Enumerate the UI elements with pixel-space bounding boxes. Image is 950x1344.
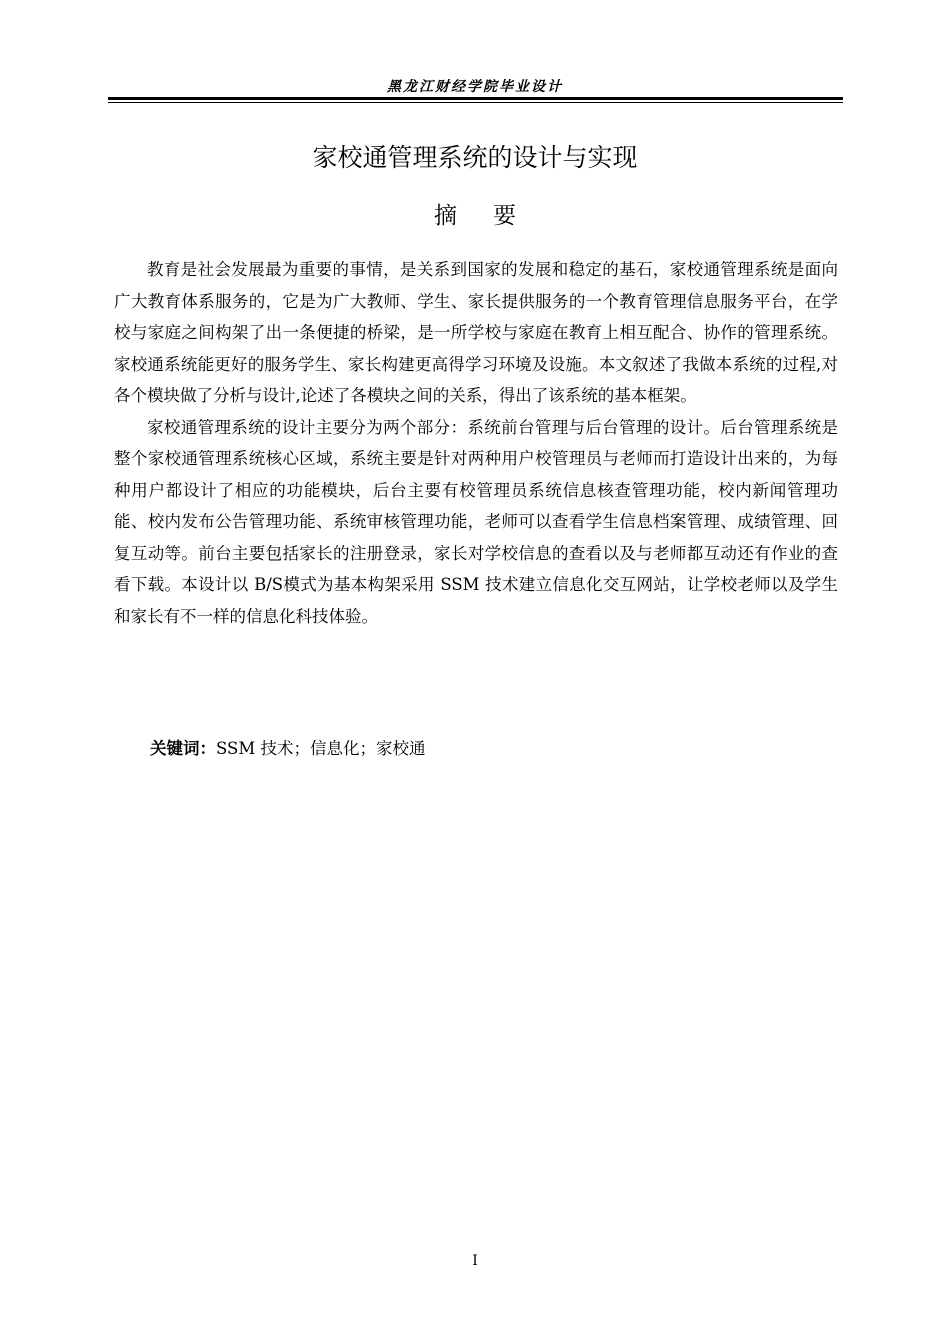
keywords-text: SSM 技术；信息化；家校通 — [216, 739, 426, 758]
abstract-paragraph-2: 家校通管理系统的设计主要分为两个部分：系统前台管理与后台管理的设计。后台管理系统是整个家校通管理系统核心区域，系统主要是针对两种用户校管理员与老师而打造设计出来的，为每种用户都设计了相应的功能模块，后台主要有校管理员系统信息核查管理功能，校内新闻管理功能、校内发布公告管理功能、系统审核管理功能，老师可以查看学生信息档案管理、成绩管理、回复互动等。前台主要包括家长的注册登录，家长对学校信息的查看以及与老师都互动还有作业的查看下载。本设计以 B/S模式为基本构架采用 SSM 技术建立信息化交互网站，让学校老师以及学生和家长有不一样的信息化科技体验。 — [114, 417, 838, 626]
keywords-line — [150, 733, 425, 764]
page-number: I — [472, 1253, 478, 1269]
keywords-label: 关键词： — [150, 739, 216, 758]
header-rule-thin — [108, 102, 843, 103]
running-header: 黑龙江财经学院毕业设计 — [387, 79, 563, 95]
document-title: 家校通管理系统的设计与实现 — [312, 143, 638, 172]
abstract-paragraph-1: 教育是社会发展最为重要的事情，是关系到国家的发展和稳定的基石，家校通管理系统是面向广大教育体系服务的，它是为广大教师、学生、家长提供服务的一个教育管理信息服务平台，在学校与家庭之间构架了出一条便捷的桥梁，是一所学校与家庭在教育上相互配合、协作的管理系统。家校通系统能更好的服务学生、家长构建更高得学习环境及设施。本文叙述了我做本系统的过程,对各个模块做了分析与设计,论述了各模块之间的关系，得出了该系统的基本框架。 — [114, 260, 838, 405]
abstract-heading: 摘要 — [434, 203, 552, 229]
header-rule-thick — [108, 97, 843, 100]
abstract-body — [114, 254, 838, 632]
